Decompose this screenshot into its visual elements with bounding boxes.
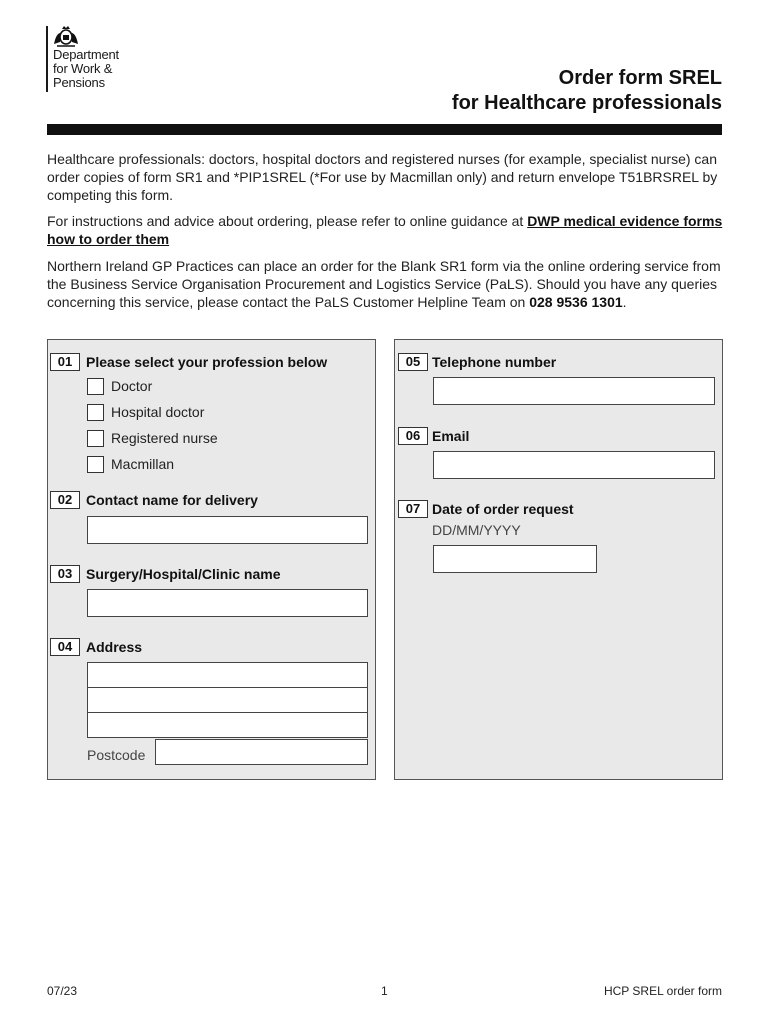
intro-paragraph-3 <box>47 257 727 311</box>
option-macmillan-label: Macmillan <box>111 456 175 472</box>
checkbox-macmillan[interactable] <box>87 456 104 473</box>
q02-number: 02 <box>50 491 80 509</box>
order-date-input[interactable] <box>433 545 597 573</box>
q06-label: Email <box>432 428 470 444</box>
option-hospital-doctor-label: Hospital doctor <box>111 404 205 420</box>
surgery-name-input[interactable] <box>87 589 368 617</box>
form-panel-left <box>47 339 376 780</box>
q04-number: 04 <box>50 638 80 656</box>
footer-form-name: HCP SREL order form <box>603 984 722 998</box>
guidance-link[interactable]: DWP medical evidence forms how to order them <box>47 213 723 247</box>
q07-label: Date of order request <box>432 501 574 517</box>
org-line-2: for Work & <box>53 61 113 76</box>
helpline-phone: 028 9536 1301 <box>529 294 623 310</box>
telephone-input[interactable] <box>433 377 715 405</box>
org-line-1: Department <box>53 47 119 62</box>
page-title <box>452 66 722 116</box>
checkbox-hospital-doctor[interactable] <box>87 404 104 421</box>
title-line-1: Order form SREL <box>558 67 722 89</box>
org-line-3: Pensions <box>53 75 105 90</box>
footer-page-number: 1 <box>381 984 388 998</box>
footer-date-code: 07/23 <box>47 984 78 998</box>
q05-label: Telephone number <box>432 354 557 370</box>
q03-label: Surgery/Hospital/Clinic name <box>86 566 281 582</box>
address-line-2-input[interactable] <box>87 687 368 713</box>
organisation-name <box>53 48 119 90</box>
q01-label: Please select your profession below <box>86 354 328 370</box>
q07-number: 07 <box>398 500 428 518</box>
form-panel-right <box>394 339 723 780</box>
q04-label: Address <box>86 639 143 655</box>
q05-number: 05 <box>398 353 428 371</box>
intro-p3-end: . <box>622 294 627 310</box>
address-line-1-input[interactable] <box>87 662 368 688</box>
title-line-2: for Healthcare professionals <box>451 92 722 114</box>
date-format-hint: DD/MM/YYYY <box>432 522 521 538</box>
q02-label: Contact name for delivery <box>86 492 258 508</box>
checkbox-registered-nurse[interactable] <box>87 430 104 447</box>
q01-number: 01 <box>50 353 80 371</box>
email-input[interactable] <box>433 451 715 479</box>
option-registered-nurse-label: Registered nurse <box>111 430 218 446</box>
checkbox-doctor[interactable] <box>87 378 104 395</box>
intro-paragraph-2 <box>47 212 727 248</box>
intro-p2-text: For instructions and advice about ordering, please refer to online guidance at <box>47 213 528 229</box>
royal-crest-icon <box>52 24 80 48</box>
q03-number: 03 <box>50 565 80 583</box>
logo-divider <box>46 26 48 92</box>
option-doctor-label: Doctor <box>111 378 153 394</box>
postcode-label: Postcode <box>87 747 146 763</box>
contact-name-input[interactable] <box>87 516 368 544</box>
intro-p3-text: Northern Ireland GP Practices can place an order for the Blank SR1 form via the online ordering service from the Business Service Organisation Procurement and Logistics Service (PaLS). Should you have any queries concerning this service, please contact the PaLS Customer Helpline Team on <box>47 258 721 310</box>
title-divider-bar <box>47 124 722 135</box>
postcode-input[interactable] <box>155 739 368 765</box>
address-line-3-input[interactable] <box>87 712 368 738</box>
intro-paragraph-1: Healthcare professionals: doctors, hospital doctors and registered nurses (for example, specialist nurse) can order copies of form SR1 and *PIP1SREL (*For use by Macmillan only) and return envelope T51BRSREL by competing this form. <box>47 151 718 203</box>
q06-number: 06 <box>398 427 428 445</box>
